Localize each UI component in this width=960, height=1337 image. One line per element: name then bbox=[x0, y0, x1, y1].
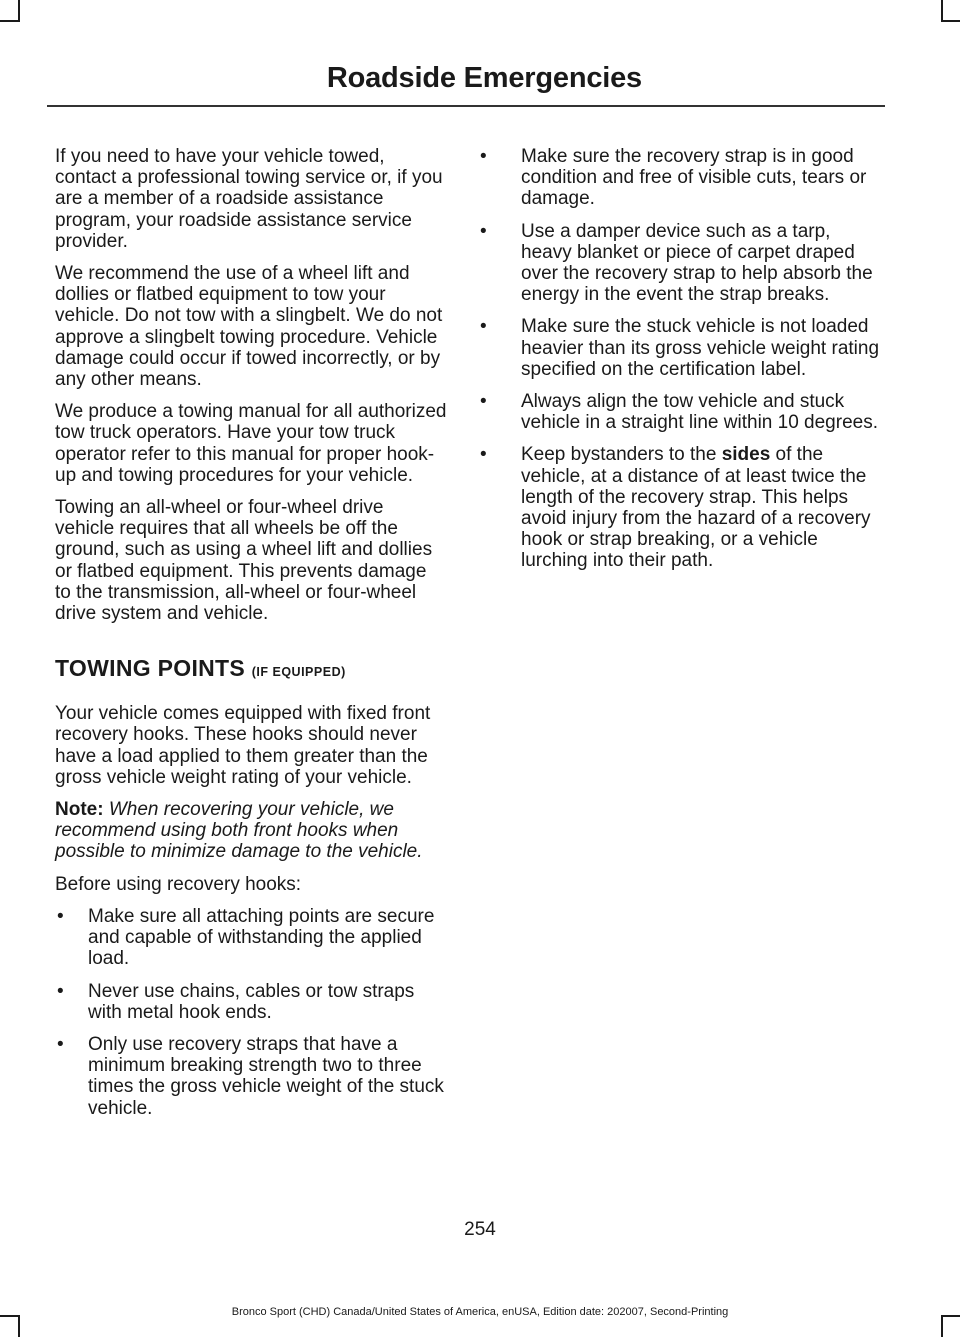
crop-mark bbox=[941, 1315, 943, 1337]
list-item-text: Make sure all attaching points are secure and capable of withstanding the applied load. bbox=[88, 905, 435, 970]
emphasis-sides: sides bbox=[721, 444, 771, 466]
paragraph: If you need to have your vehicle towed, contact a professional towing service or, if you are a member of a roadside assistance program, your roadside assistance service provider. bbox=[55, 146, 443, 252]
bullet-icon: • bbox=[480, 316, 487, 338]
bullet-icon: • bbox=[480, 444, 487, 466]
list-item-text: Always align the tow vehicle and stuck vehicle in a straight line within 10 degrees. bbox=[521, 391, 878, 434]
list-item bbox=[478, 316, 880, 380]
list-item bbox=[478, 221, 880, 306]
list-item-text: Make sure the recovery strap is in good condition and free of visible cuts, tears or damage. bbox=[521, 146, 867, 210]
page-number: 254 bbox=[464, 1219, 496, 1240]
bullet-icon: • bbox=[480, 391, 487, 413]
paragraph: Towing an all-wheel or four-wheel drive vehicle requires that all wheels be off the ground, such as using a wheel lift and dollies or flatbed equipment. This prevents damage to the transmission, all-wheel or four-wheel drive system and vehicle. bbox=[55, 497, 433, 625]
section-heading bbox=[55, 654, 447, 686]
right-column bbox=[478, 146, 880, 583]
bullet-icon: • bbox=[480, 220, 487, 242]
list-item-text: Only use recovery straps that have a minimum breaking strength two to three times the gross vehicle weight of the stuck vehicle. bbox=[88, 1033, 444, 1119]
list-item bbox=[55, 906, 447, 970]
crop-mark bbox=[0, 20, 20, 22]
crop-mark bbox=[941, 0, 943, 22]
note-text: When recovering your vehicle, we recommend using both front hooks when possible to minimize damage to the vehicle. bbox=[55, 799, 423, 863]
paragraph: We recommend the use of a wheel lift and dollies or flatbed equipment to tow your vehicle. Do not tow with a slingbelt. We do not approve a slingbelt towing procedure. Vehicle damage could occur if towed incorrectly, or by any other means. bbox=[55, 263, 443, 391]
list-item bbox=[478, 391, 880, 433]
bullet-list bbox=[478, 146, 880, 572]
paragraph: We produce a towing manual for all authorized tow truck operators. Have your tow truck operator refer to this manual for proper hook-up and towing procedures for your vehicle. bbox=[55, 401, 447, 486]
bullet-icon: • bbox=[57, 980, 64, 1002]
section-heading-tag: (IF EQUIPPED) bbox=[251, 665, 346, 680]
section-heading-text: TOWING POINTS bbox=[55, 655, 246, 682]
list-item bbox=[55, 1034, 447, 1119]
paragraph: Your vehicle comes equipped with fixed front recovery hooks. These hooks should never have a load applied to them greater than the gross vehicle weight rating of your vehicle. bbox=[55, 703, 431, 788]
bullet-list bbox=[55, 906, 447, 1119]
crop-mark bbox=[18, 0, 20, 22]
list-item bbox=[478, 146, 880, 210]
list-item-text-start: Keep bystanders to the bbox=[521, 444, 722, 466]
note bbox=[55, 799, 447, 863]
bullet-icon: • bbox=[57, 905, 64, 927]
bullet-icon: • bbox=[57, 1033, 64, 1055]
list-item-text-end: of the vehicle, at a distance of at least twice the length of the recovery strap. This helps avoid injury from the hazard of a recovery hook or strap breaking, or a vehicle lurching into their path. bbox=[521, 444, 871, 572]
list-item-text: Use a damper device such as a tarp, heavy blanket or piece of carpet draped over the recovery strap to help absorb the energy in the event the strap breaks. bbox=[521, 220, 873, 306]
list-item bbox=[478, 444, 880, 571]
note-label: Note: bbox=[55, 799, 104, 821]
list-item-text: Make sure the stuck vehicle is not loaded heavier than its gross vehicle weight rating specified on the certification label. bbox=[521, 316, 880, 380]
page-title: Roadside Emergencies bbox=[326, 62, 642, 94]
crop-mark bbox=[18, 1315, 20, 1337]
list-item-text: Never use chains, cables or tow straps with metal hook ends. bbox=[88, 980, 415, 1023]
left-column bbox=[55, 146, 447, 1130]
header-rule bbox=[47, 105, 885, 107]
paragraph: Before using recovery hooks: bbox=[55, 873, 302, 895]
list-item bbox=[55, 981, 447, 1023]
footer-text: Bronco Sport (CHD) Canada/United States of America, enUSA, Edition date: 202007, Second-Printing bbox=[231, 1306, 729, 1318]
bullet-icon: • bbox=[480, 146, 487, 167]
crop-mark bbox=[941, 20, 960, 22]
